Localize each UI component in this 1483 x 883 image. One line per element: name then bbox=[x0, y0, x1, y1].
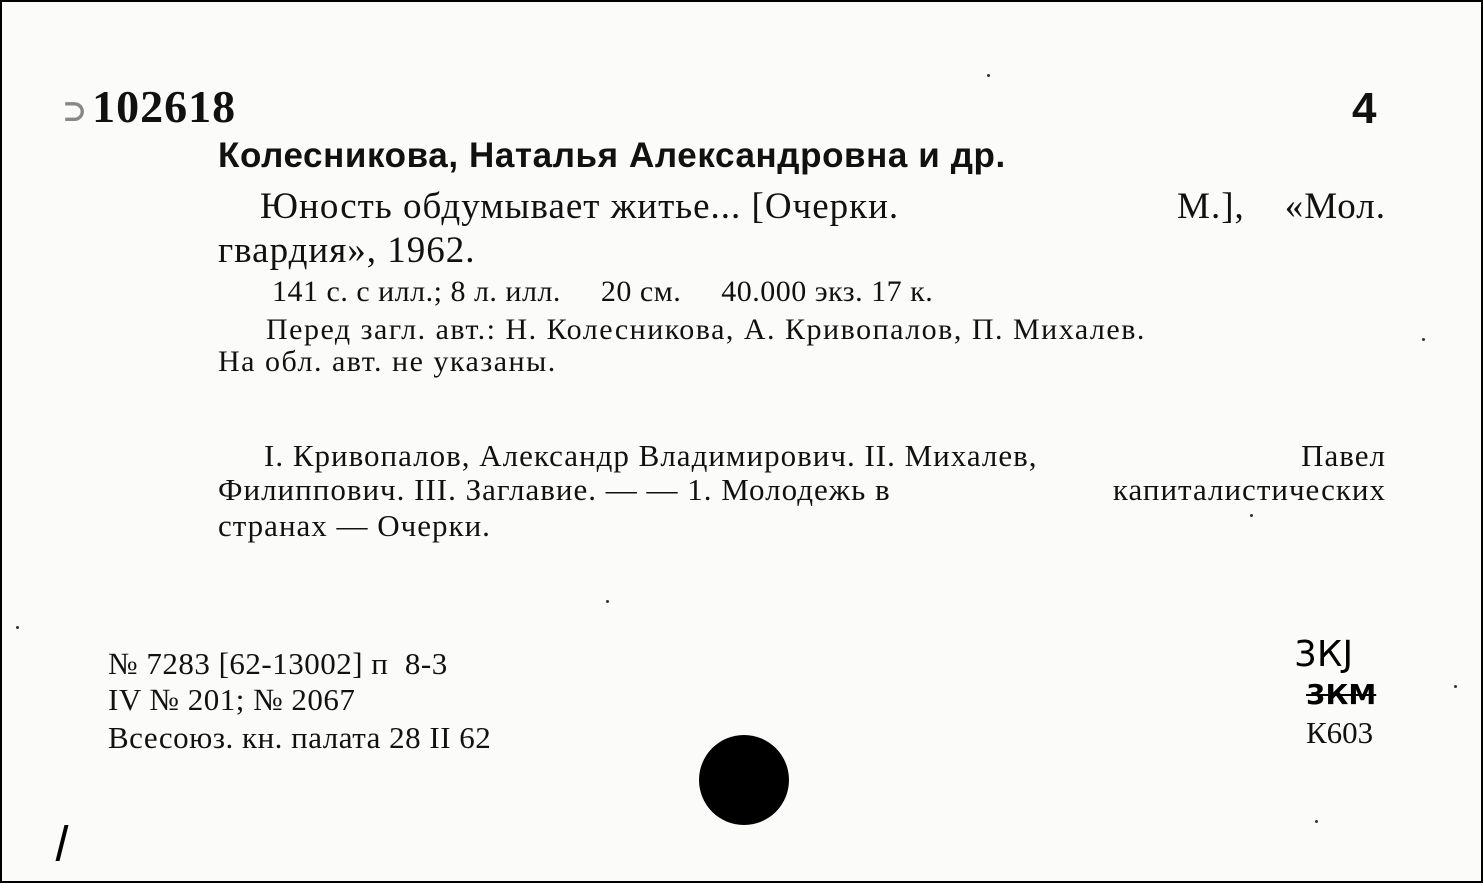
inventory-stamp-mark: ⊃ bbox=[62, 94, 89, 128]
subjects-line-1-end: Павел bbox=[1301, 438, 1386, 473]
note-line-2: На обл. авт. не указаны. bbox=[218, 345, 557, 378]
inventory-number-text: 102618 bbox=[92, 81, 237, 132]
subjects-line-2-text: Филиппович. III. Заглавие. — — 1. Молодежь в bbox=[218, 472, 891, 507]
subjects-line-1-text: I. Кривопалов, Александр Владимирович. II. Михалев, bbox=[264, 438, 1038, 473]
classification-code: К603 bbox=[1306, 715, 1374, 750]
crossed-out-classification-code: 3КМ bbox=[1306, 678, 1377, 711]
subjects-line-1 bbox=[264, 438, 1386, 474]
note-line-1: Перед загл. авт.: Н. Колесникова, А. Кривопалов, П. Михалев. bbox=[266, 313, 1146, 346]
inventory-number bbox=[62, 80, 236, 133]
speck bbox=[606, 600, 609, 603]
punch-hole bbox=[699, 735, 789, 825]
pencil-mark bbox=[56, 825, 69, 861]
author-heading: Колесникова, Наталья Александровна и др. bbox=[218, 136, 1006, 175]
handwritten-classification-code: 3КЈ bbox=[1294, 634, 1354, 675]
title-line-1 bbox=[260, 185, 1386, 228]
speck bbox=[1422, 338, 1425, 341]
speck bbox=[16, 626, 19, 629]
bottom-line-1: № 7283 [62-13002] п 8-3 bbox=[108, 646, 448, 681]
subjects-line-2-end: капиталистических bbox=[1112, 472, 1386, 507]
physical-description: 141 с. с илл.; 8 л. илл. 20 см. 40.000 экз. 17 к. bbox=[272, 275, 934, 308]
speck bbox=[1454, 685, 1457, 688]
speck bbox=[1250, 514, 1253, 517]
bottom-line-2: IV № 201; № 2067 bbox=[108, 682, 356, 717]
card-number: 4 bbox=[1352, 84, 1377, 133]
speck bbox=[1315, 820, 1318, 823]
subjects-line-2 bbox=[218, 472, 1386, 508]
publication-place: М.], bbox=[1177, 186, 1245, 227]
publisher-start: «Мол. bbox=[1284, 186, 1386, 227]
subjects-line-3: странах — Очерки. bbox=[218, 508, 491, 543]
title-text: Юность обдумывает житье... [Очерки. bbox=[260, 186, 900, 227]
title-line-2: гвардия», 1962. bbox=[218, 230, 476, 271]
bottom-line-3: Всесоюз. кн. палата 28 II 62 bbox=[108, 720, 492, 755]
speck bbox=[987, 74, 990, 77]
